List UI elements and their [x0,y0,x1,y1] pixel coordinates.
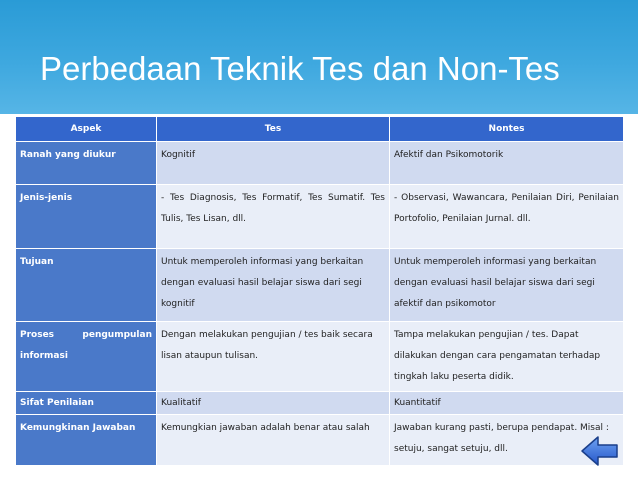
row-label: Ranah yang diukur [16,142,157,185]
tes-cell: Kognitif [157,142,390,185]
tes-cell: Untuk memperoleh informasi yang berkaitan dengan evaluasi hasil belajar siswa dari segi kognitif [157,249,390,322]
header-nontes: Nontes [390,117,624,142]
comparison-table [15,116,624,466]
table-row [16,249,624,322]
row-label: Proses pengumpulan informasi [16,322,157,392]
row-label: Jenis-jenis [16,185,157,249]
tes-cell: - Tes Diagnosis, Tes Formatif, Tes Sumatif. Tes Tulis, Tes Lisan, dll. [157,185,390,249]
nontes-cell: Kuantitatif [390,392,624,415]
nontes-cell: Afektif dan Psikomotorik [390,142,624,185]
tes-cell: Dengan melakukan pengujian / tes baik secara lisan ataupun tulisan. [157,322,390,392]
nontes-cell: Jawaban kurang pasti, berupa pendapat. Misal : setuju, sangat setuju, dll. [390,415,624,466]
title-banner [0,0,638,114]
table-row [16,415,624,466]
nontes-cell: Untuk memperoleh informasi yang berkaitan dengan evaluasi hasil belajar siswa dari segi afektif dan psikomotor [390,249,624,322]
table-header-row [16,117,624,142]
header-aspek: Aspek [16,117,157,142]
table-row [16,322,624,392]
page-title: Perbedaan Teknik Tes dan Non-Tes [40,50,560,87]
table-row [16,142,624,185]
table-row [16,392,624,415]
tes-cell: Kemungkian jawaban adalah benar atau salah [157,415,390,466]
row-label: Sifat Penilaian [16,392,157,415]
row-label: Kemungkinan Jawaban [16,415,157,466]
nontes-cell: Tampa melakukan pengujian / tes. Dapat dilakukan dengan cara pengamatan terhadap tingkah laku peserta didik. [390,322,624,392]
header-tes: Tes [157,117,390,142]
back-button[interactable] [580,434,620,468]
table-row [16,185,624,249]
nontes-cell: - Observasi, Wawancara, Penilaian Diri, Penilaian Portofolio, Penilaian Jurnal. dll. [390,185,624,249]
arrow-left-icon [580,434,620,468]
tes-cell: Kualitatif [157,392,390,415]
row-label: Tujuan [16,249,157,322]
